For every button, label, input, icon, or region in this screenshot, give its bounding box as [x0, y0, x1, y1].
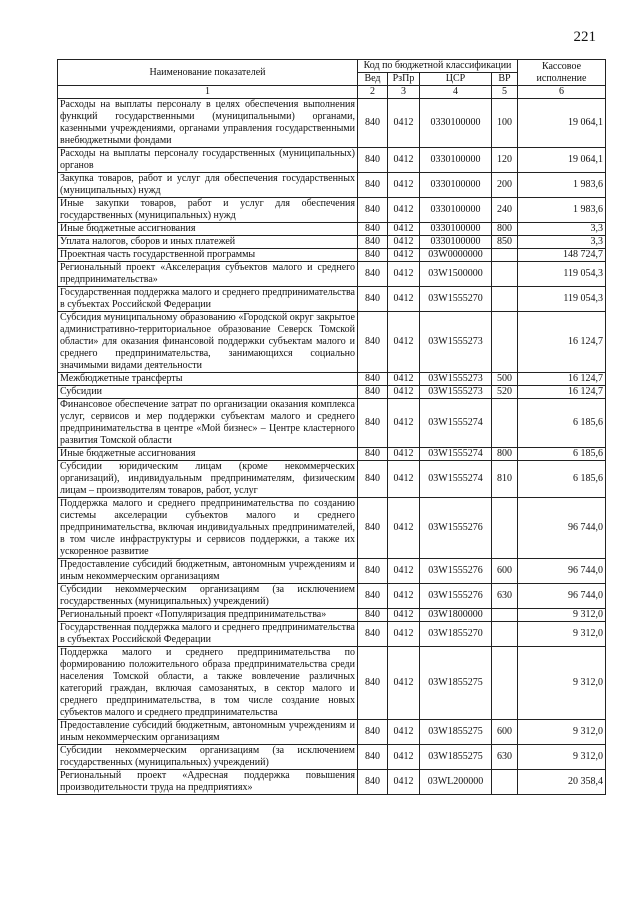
cell-ved: 840: [358, 386, 388, 399]
cell-ved: 840: [358, 223, 388, 236]
cell-csr: 03W1555273: [420, 312, 492, 373]
cell-name: Финансовое обеспечение затрат по организации оказания комплекса услуг, сервисов и мер поддержки субъектам малого и среднего предпринимательства в центре «Мой бизнес» – Центре кластерного развития Томской области: [58, 399, 358, 448]
cell-vr: 500: [492, 373, 518, 386]
cell-name: Иные бюджетные ассигнования: [58, 223, 358, 236]
cell-name: Закупка товаров, работ и услуг для обеспечения государственных (муниципальных) нужд: [58, 173, 358, 198]
cell-vr: 600: [492, 720, 518, 745]
cell-amount: 16 124,7: [518, 373, 606, 386]
cell-ved: 840: [358, 262, 388, 287]
cell-rzpr: 0412: [388, 312, 420, 373]
cell-vr: [492, 287, 518, 312]
cell-rzpr: 0412: [388, 720, 420, 745]
cell-rzpr: 0412: [388, 262, 420, 287]
cell-ved: 840: [358, 720, 388, 745]
cell-name: Государственная поддержка малого и среднего предпринимательства в субъектах Российской Федерации: [58, 622, 358, 647]
cell-rzpr: 0412: [388, 99, 420, 148]
cell-ved: 840: [358, 99, 388, 148]
cell-ved: 840: [358, 609, 388, 622]
cell-ved: 840: [358, 399, 388, 448]
cell-ved: 840: [358, 559, 388, 584]
cell-csr: 03W1555274: [420, 448, 492, 461]
cell-amount: 6 185,6: [518, 399, 606, 448]
cell-amount: 96 744,0: [518, 559, 606, 584]
table-row: [58, 622, 606, 647]
cell-vr: [492, 249, 518, 262]
cell-amount: 148 724,7: [518, 249, 606, 262]
cell-vr: 520: [492, 386, 518, 399]
cell-vr: 600: [492, 559, 518, 584]
cell-amount: 3,3: [518, 236, 606, 249]
cell-name: Субсидия муниципальному образованию «Городской округ закрытое административно-территориальное образование Северск Томской области» для оказания финансовой поддержки субъектам малого и среднего предпринимательства, занимающихся социально значимыми видами деятельности: [58, 312, 358, 373]
cell-vr: [492, 770, 518, 795]
table-row: [58, 262, 606, 287]
cell-amount: 9 312,0: [518, 720, 606, 745]
table-row: [58, 198, 606, 223]
cell-csr: 0330100000: [420, 223, 492, 236]
table-row: [58, 373, 606, 386]
cell-name: Проектная часть государственной программы: [58, 249, 358, 262]
table-row: [58, 461, 606, 498]
cell-ved: 840: [358, 148, 388, 173]
cell-ved: 840: [358, 373, 388, 386]
table-row: [58, 720, 606, 745]
cell-ved: 840: [358, 584, 388, 609]
cell-csr: 03W1555270: [420, 287, 492, 312]
header-csr: ЦСР: [420, 73, 492, 86]
cell-rzpr: 0412: [388, 622, 420, 647]
cell-csr: 03W1855275: [420, 647, 492, 720]
cell-amount: 6 185,6: [518, 448, 606, 461]
cell-csr: 03W0000000: [420, 249, 492, 262]
cell-name: Региональный проект «Адресная поддержка повышения производительности труда на предприятиях»: [58, 770, 358, 795]
cell-csr: 0330100000: [420, 236, 492, 249]
cell-rzpr: 0412: [388, 609, 420, 622]
cell-csr: 0330100000: [420, 198, 492, 223]
cell-csr: 03W1555276: [420, 584, 492, 609]
cell-vr: 850: [492, 236, 518, 249]
cell-csr: 03W1555276: [420, 559, 492, 584]
cell-name: Региональный проект «Акселерация субъектов малого и среднего предпринимательства»: [58, 262, 358, 287]
table-row: [58, 312, 606, 373]
header-name: Наименование показателей: [58, 60, 358, 86]
header-vr: ВР: [492, 73, 518, 86]
cell-amount: 20 358,4: [518, 770, 606, 795]
cell-rzpr: 0412: [388, 173, 420, 198]
cell-csr: 03W1555273: [420, 386, 492, 399]
cell-name: Субсидии некоммерческим организациям (за исключением государственных (муниципальных) учреждений): [58, 745, 358, 770]
cell-csr: 03WL200000: [420, 770, 492, 795]
cell-vr: 240: [492, 198, 518, 223]
cell-csr: 03W1855275: [420, 745, 492, 770]
table-row: [58, 386, 606, 399]
cell-rzpr: 0412: [388, 249, 420, 262]
cell-ved: 840: [358, 770, 388, 795]
header-execution: Кассовое исполнение: [518, 60, 606, 86]
cell-amount: 96 744,0: [518, 584, 606, 609]
cell-vr: 800: [492, 448, 518, 461]
cell-rzpr: 0412: [388, 236, 420, 249]
table-row: [58, 584, 606, 609]
cell-rzpr: 0412: [388, 287, 420, 312]
table-row: [58, 249, 606, 262]
table-row: [58, 770, 606, 795]
cell-rzpr: 0412: [388, 198, 420, 223]
table-row: [58, 223, 606, 236]
cell-rzpr: 0412: [388, 448, 420, 461]
cell-name: Предоставление субсидий бюджетным, автономным учреждениям и иным некоммерческим организациям: [58, 559, 358, 584]
cell-amount: 3,3: [518, 223, 606, 236]
cell-ved: 840: [358, 249, 388, 262]
cell-ved: 840: [358, 622, 388, 647]
cell-name: Поддержка малого и среднего предпринимательства по созданию системы акселерации субъектов малого и среднего предпринимательства, включая индивидуальных предпринимателей, в том числе инфраструктуры и сервисов поддержки, а также их ускоренное развитие: [58, 498, 358, 559]
header-code-group: Код по бюджетной классификации: [358, 60, 518, 73]
cell-rzpr: 0412: [388, 584, 420, 609]
cell-name: Уплата налогов, сборов и иных платежей: [58, 236, 358, 249]
table-row: [58, 559, 606, 584]
cell-amount: 16 124,7: [518, 386, 606, 399]
cell-vr: 810: [492, 461, 518, 498]
cell-csr: 03W1855270: [420, 622, 492, 647]
cell-rzpr: 0412: [388, 498, 420, 559]
cell-csr: 03W1500000: [420, 262, 492, 287]
page-number: 221: [573, 29, 596, 45]
cell-rzpr: 0412: [388, 223, 420, 236]
col-number: 5: [492, 86, 518, 99]
cell-name: Субсидии юридическим лицам (кроме некоммерческих организаций), индивидуальным предпринимателям, физическим лицам – производителям товаров, работ, услуг: [58, 461, 358, 498]
cell-csr: 03W1555274: [420, 461, 492, 498]
cell-amount: 96 744,0: [518, 498, 606, 559]
cell-amount: 119 054,3: [518, 262, 606, 287]
cell-vr: 630: [492, 584, 518, 609]
cell-ved: 840: [358, 198, 388, 223]
cell-amount: 19 064,1: [518, 99, 606, 148]
cell-name: Региональный проект «Популяризация предпринимательства»: [58, 609, 358, 622]
cell-ved: 840: [358, 647, 388, 720]
cell-rzpr: 0412: [388, 399, 420, 448]
cell-vr: 200: [492, 173, 518, 198]
cell-name: Иные бюджетные ассигнования: [58, 448, 358, 461]
cell-amount: 6 185,6: [518, 461, 606, 498]
cell-name: Расходы на выплаты персоналу в целях обеспечения выполнения функций государственными (муниципальными) органами, казенными учреждениями, органами управления государственными внебюджетными фондами: [58, 99, 358, 148]
table-row: [58, 287, 606, 312]
cell-rzpr: 0412: [388, 148, 420, 173]
cell-amount: 1 983,6: [518, 198, 606, 223]
cell-amount: 119 054,3: [518, 287, 606, 312]
table-row: [58, 448, 606, 461]
cell-name: Субсидии некоммерческим организациям (за исключением государственных (муниципальных) учреждений): [58, 584, 358, 609]
cell-vr: [492, 498, 518, 559]
cell-rzpr: 0412: [388, 647, 420, 720]
cell-vr: [492, 609, 518, 622]
cell-ved: 840: [358, 236, 388, 249]
cell-name: Межбюджетные трансферты: [58, 373, 358, 386]
table-row: [58, 647, 606, 720]
cell-amount: 16 124,7: [518, 312, 606, 373]
table-row: [58, 609, 606, 622]
cell-rzpr: 0412: [388, 770, 420, 795]
cell-ved: 840: [358, 745, 388, 770]
cell-rzpr: 0412: [388, 559, 420, 584]
cell-csr: 03W1555276: [420, 498, 492, 559]
cell-name: Расходы на выплаты персоналу государственных (муниципальных) органов: [58, 148, 358, 173]
table-row: [58, 236, 606, 249]
cell-vr: [492, 262, 518, 287]
col-number: 6: [518, 86, 606, 99]
cell-ved: 840: [358, 448, 388, 461]
cell-name: Поддержка малого и среднего предпринимательства по формированию положительного образа предпринимательства среди населения Томской области, а также вовлечение различных категорий граждан, включая самозанятых, в сектор малого и среднего предпринимательства, в том числе создание новых субъектов малого и среднего предпринимательства: [58, 647, 358, 720]
cell-name: Предоставление субсидий бюджетным, автономным учреждениям и иным некоммерческим организациям: [58, 720, 358, 745]
table-row: [58, 399, 606, 448]
budget-table: [57, 59, 606, 795]
table-row: [58, 99, 606, 148]
cell-rzpr: 0412: [388, 386, 420, 399]
cell-amount: 1 983,6: [518, 173, 606, 198]
cell-csr: 0330100000: [420, 99, 492, 148]
cell-csr: 0330100000: [420, 173, 492, 198]
cell-vr: 100: [492, 99, 518, 148]
cell-ved: 840: [358, 498, 388, 559]
cell-ved: 840: [358, 461, 388, 498]
cell-ved: 840: [358, 312, 388, 373]
cell-vr: [492, 622, 518, 647]
cell-amount: 9 312,0: [518, 647, 606, 720]
cell-amount: 19 064,1: [518, 148, 606, 173]
table-row: [58, 148, 606, 173]
cell-name: Государственная поддержка малого и среднего предпринимательства в субъектах Российской Федерации: [58, 287, 358, 312]
cell-csr: 0330100000: [420, 148, 492, 173]
cell-rzpr: 0412: [388, 373, 420, 386]
cell-vr: [492, 399, 518, 448]
cell-vr: 120: [492, 148, 518, 173]
table-row: [58, 498, 606, 559]
cell-amount: 9 312,0: [518, 609, 606, 622]
header-rzpr: РзПр: [388, 73, 420, 86]
cell-csr: 03W1800000: [420, 609, 492, 622]
cell-vr: 800: [492, 223, 518, 236]
cell-csr: 03W1555274: [420, 399, 492, 448]
col-number: 3: [388, 86, 420, 99]
cell-csr: 03W1555273: [420, 373, 492, 386]
cell-rzpr: 0412: [388, 461, 420, 498]
cell-vr: 630: [492, 745, 518, 770]
col-number: 1: [58, 86, 358, 99]
cell-rzpr: 0412: [388, 745, 420, 770]
col-number: 4: [420, 86, 492, 99]
cell-vr: [492, 312, 518, 373]
cell-amount: 9 312,0: [518, 745, 606, 770]
cell-name: Субсидии: [58, 386, 358, 399]
table-row: [58, 173, 606, 198]
col-number: 2: [358, 86, 388, 99]
cell-csr: 03W1855275: [420, 720, 492, 745]
cell-ved: 840: [358, 287, 388, 312]
table-row: [58, 745, 606, 770]
header-ved: Вед: [358, 73, 388, 86]
cell-name: Иные закупки товаров, работ и услуг для обеспечения государственных (муниципальных) нужд: [58, 198, 358, 223]
cell-vr: [492, 647, 518, 720]
cell-amount: 9 312,0: [518, 622, 606, 647]
cell-ved: 840: [358, 173, 388, 198]
